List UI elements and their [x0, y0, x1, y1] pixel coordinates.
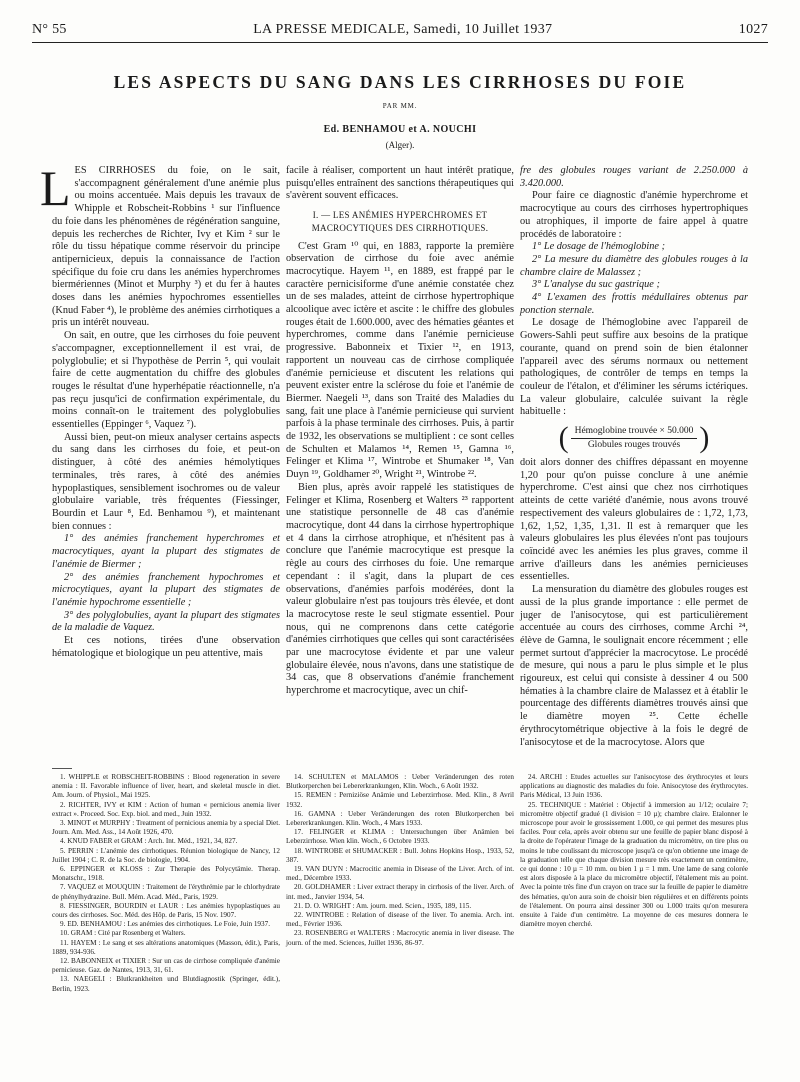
- issue-number: N° 55: [32, 22, 67, 37]
- paragraph: fre des globules rouges variant de 2.250.000 à 3.420.000.: [520, 165, 748, 189]
- references-column-1: [52, 773, 280, 994]
- reference-item: 7. VAQUEZ et MOUQUIN : Traitement de l'érythrémie par le chlorhydrate de phénylhydrazine. Bull. Mém. Acad. Méd., Paris, 1929.: [52, 883, 280, 901]
- reference-item: 14. SCHULTEN et MALAMOS : Ueber Veränderungen des roten Blutkorperchen bei Lebererkrankungen, Klin. Woch., 6 Août 1932.: [286, 773, 514, 791]
- reference-item: 13. NAEGELI : Blutkrankheiten und Blutdiagnostik (Springer, édit.), Berlin, 1923.: [52, 975, 280, 993]
- paragraph: doit alors donner des chiffres dépassant en moyenne 1,20 pour qu'on puisse conclure à une anémie hyperchrome. C'est ainsi que chez nos cirrhotiques atteints de cette variété d'anémie, nous avons trouvé respectivement des valeurs globulaires de : 1,72, 1,73, 1,62, 1,52, 1,35, 1,31. Il est à remarquer que les valeurs globulaires les plus élevées n'ont pas toujours coïncidé avec les anémies les plus graves, comme il arrive d'ailleurs dans les anémies pernicieuses essentielles.: [520, 457, 748, 583]
- column-2: [286, 165, 514, 698]
- list-item: 4° L'examen des frottis médullaires obtenus par ponction sternale.: [520, 292, 748, 316]
- paragraph: C'est Gram ¹⁰ qui, en 1883, rapporte la première observation de cirrhose du foie avec anémie macrocytique. Hayem ¹¹, en 1889, est frappé par le caractère pernicisiforme d'une anémie constatée chez un de ses malades, atteint de cirrhose hypertrophique alcoolique avec ictère et ascite : le chiffre des globules rouges était de 1.600.000, avec des hématies géantes et hyperchromes, comme dans l'anémie pernicieuse progressive. Babonneix et Tixier ¹², en 1913, rapportent un nouveau cas de cirrhose compliquée d'anémie pernicieuse et discutent les relations qui peuvent exister entre la sclérose du foie et l'anémie de Biermer. Naegeli ¹³, dans son Traité des Maladies du sang, fait une place à l'anémie pernicieuse qui survient parfois à la phase terminale des cirrhoses. Puis, à partir de 1932, les observations se multiplient : ce sont celles de Schulten et Malamos ¹⁴, Remen ¹⁵, Gamna ¹⁶, Felinger et Klima ¹⁷, Wintrobe et Shumaker ¹⁸, Van Duyn ¹⁹, Goldhamer ²⁰, Wright ²¹, Wintrobe ²².: [286, 240, 514, 481]
- reference-item: 25. TECHNIQUE : Matériel : Objectif à immersion au 1/12; oculaire 7; micromètre objectif gradué (1 division = 10 µ); chambre claire. Etalonner le microscope pour avoir le grossissement 1.000, ce qui permet des mesures plus faciles. Pour cela, après avoir obtenu sur une feuille de papier blanc disposé à la droite de l'opérateur l'image de la graduation du micromètre, on tire plus ou moins le tube coulissant du microscope jusqu'à ce qu'on obtienne une image de la graduation telle que chaque division mesure très exactement un centimètre, ce qui donne : 10 µ = 10 mm. ou bien 1 µ = 1 mm. Une lame de sang colorée est alors disposée à la place du micromètre objectif, l'étalement mis au point. Avec la pointe très fine d'un crayon on trace sur la feuille de papier le diamètre des hématies, qu'on aura soin de choisir bien régulières et en différents points de l'étalement. On pourra ainsi dessiner 300 ou 1.000 traits qu'on mesurera ensuite à l'aide d'un centimètre. La moyenne de ces mesures donnera le diamètre moyen cherché.: [520, 800, 748, 929]
- formula-numerator: Hémoglobine trouvée × 50.000: [571, 425, 698, 439]
- reference-item: 23. ROSENBERG et WALTERS : Macrocytic anemia in liver disease. The journ. of the med. Sciences, Juillet 1936, 86-97.: [286, 929, 514, 947]
- column-3: [520, 165, 748, 749]
- reference-item: 3. MINOT et MURPHY : Treatment of pernicious anemia by a special Diet. Journ. Am. Med. Ass., 14 Août 1926, 470.: [52, 819, 280, 837]
- list-item: 2° La mesure du diamètre des globules rouges à la chambre claire de Malassez ;: [520, 253, 748, 278]
- paragraph: facile à réaliser, comportent un haut intérêt pratique, puisqu'elles entraînent des sanctions thérapeutiques qui s'avèrent souvent efficaces.: [286, 165, 514, 202]
- reference-item: 21. D. O. WRIGHT : Am. journ. med. Scien., 1935, 189, 115.: [294, 901, 472, 910]
- list-item: 1° des anémies franchement hyperchromes et macrocytiques, ayant la plupart des stigmates de l'anémie de Biermer ;: [52, 533, 280, 570]
- formula: [520, 423, 748, 453]
- formula-denominator: Globules rouges trouvés: [587, 439, 681, 450]
- reference-item: 8. FIESSINGER, BOURDIN et LAUR : Les anémies hypoplastiques au cours des cirrhoses. Soc. Méd. des Hôp. de Paris, 15 Nov. 1907.: [52, 901, 280, 920]
- paragraph: Le dosage de l'hémoglobine avec l'appareil de Gowers-Sahli peut suffire aux besoins de la pratique courante, quand on prend soin de bien étalonner l'appareil avec des sérums normaux ou nettement pathologiques, de contrôler de temps en temps la couleur de l'étalon, et d'éliminer les sérums ictériques. La valeur globulaire, calculée suivant la règle habituelle :: [520, 317, 748, 418]
- paragraph: Et ces notions, tirées d'une observation hématologique et biologique un peu attentive, mais: [52, 635, 280, 659]
- author-city: (Alger).: [385, 140, 415, 150]
- paragraph: La mensuration du diamètre des globules rouges est aussi de la plus grande importance : elle permet de juger de l'anisocytose, qui est particulièrement accentuée au cours des cirrhoses, comme Archi ²⁴, élève de Gamna, le soulignait encore récemment ; elle permet surtout d'apprécier la macrocytose. Le procédé de mesure, qui nous a paru le plus simple et le plus rigoureux, est celui qui consiste à dessiner 4 ou 500 hématies à la chambre claire de Malassez et à établir le pourcentage des différents diamètres trouvés ainsi que le diamètre moyen ²⁵. Cette échelle érythrocytométrique objective à la fois le degré de l'anisocytose et de la macrocytose. Alors que: [520, 584, 748, 748]
- reference-item: 24. ARCHI : Etudes actuelles sur l'anisocytose des érythrocytes et leurs applications au diagnostic des maladies du foie. Anisocytose des érythrocytes. Paris Médical, 13 Juin 1936.: [520, 773, 748, 800]
- paragraph: On sait, en outre, que les cirrhoses du foie peuvent s'accompagner, exceptionnellement il est vrai, de polyglobulie; et si l'hypothèse de Perrin ⁵, qui voulait faire de cette augmentation du chiffre des globules rouges le résultat d'une hyperhépatie réactionnelle, n'a pas reçu jusqu'ici de confirmation expérimentale, du moins connaît-on le traitement des polyglobulies essentielles (Eppinger ⁶, Vaquez ⁷).: [52, 330, 280, 431]
- reference-item: 4. KNUD FABER et GRAM : Arch. Int. Méd., 1921, 34, 827.: [60, 837, 238, 846]
- page-number: 1027: [738, 22, 768, 37]
- reference-item: 10. GRAM : Cité par Rosenberg et Walters.: [60, 929, 186, 938]
- reference-item: 20. GOLDHAMER : Liver extract therapy in cirrhosis of the liver. Arch. of int. med., Janvier 1934, 54.: [286, 883, 514, 901]
- column-1: [40, 160, 280, 660]
- authors: Ed. BENHAMOU et A. NOUCHI: [323, 124, 477, 135]
- page-header: [32, 20, 768, 40]
- footnote-separator: [52, 768, 72, 769]
- formula-paren-left: (: [558, 421, 569, 455]
- reference-item: 11. HAYEM : Le sang et ses altérations anatomiques (Masson, édit.), Paris, 1889, 934-936.: [52, 938, 280, 956]
- reference-item: 22. WINTROBE : Relation of disease of the liver. To anemia. Arch. int. med., Février 1936.: [286, 911, 514, 929]
- paragraph: Pour faire ce diagnostic d'anémie hyperchrome et macrocytique au cours des cirrhoses hypertrophiques ou atrophiques, il importe de faire appel à quatre procédés de laboratoire :: [520, 190, 748, 240]
- formula-paren-right: ): [699, 421, 710, 455]
- list-item: 3° des polyglobulies, ayant la plupart des stigmates de la maladie de Vaquez.: [52, 609, 280, 634]
- reference-item: 15. REMEN : Perniziöse Anämie und Leberzirrhose. Med. Klin., 8 Avril 1932.: [286, 791, 514, 809]
- reference-item: 18. WINTROBE et SHUMACKER : Bull. Johns Hopkins Hosp., 1933, 52, 387.: [286, 846, 514, 864]
- reference-item: 2. RICHTER, IVY et KIM : Action of human « pernicious anemia liver extract ». Proceed. Soc. Exp. biol. and med., Juin 1932.: [52, 800, 280, 818]
- journal-name: LA PRESSE MEDICALE, Samedi, 10 Juillet 1937: [253, 22, 553, 37]
- drop-cap: L: [40, 160, 71, 216]
- section-heading: I. — LES ANÉMIES HYPERCHROMES ET MACROCYTIQUES DES CIRRHOTIQUES.: [311, 210, 489, 233]
- list-item: 2° des anémies franchement hypochromes et microcytiques, ayant la plupart des stigmates de l'anémie hypochrome essentielle ;: [52, 571, 280, 608]
- reference-item: 16. GAMNA : Ueber Veränderungen des roten Blutkorperchen bei Lebererkrankungen. Klin. Woch., 4 Mars 1933.: [286, 809, 514, 828]
- references-column-2: [286, 773, 514, 948]
- reference-item: 1. WHIPPLE et ROBSCHEIT-ROBBINS : Blood regeneration in severe anemia : II. Favorable influence of liver, heart, and skeletal muscle in diet. Am. Journ. of Physiol., Mai 1925.: [52, 773, 280, 800]
- reference-item: 6. EPPINGER et KLOSS : Zur Therapie des Polycytämie. Therap. Monatschr., 1918.: [52, 865, 280, 883]
- article-title: LES ASPECTS DU SANG DANS LES CIRRHOSES DU FOIE: [113, 72, 687, 92]
- par-label: PAR MM.: [382, 102, 418, 110]
- formula-fraction: [571, 425, 698, 451]
- reference-item: 12. BABONNEIX et TIXIER : Sur un cas de cirrhose compliquée d'anémie pernicieuse. Gaz. de Nantes, 1913, 31, 61.: [52, 957, 280, 975]
- reference-item: 9. ED. BENHAMOU : Les anémies des cirrhotiques. Le Foie, Juin 1937.: [60, 920, 271, 929]
- reference-item: 17. FELINGER et KLIMA : Untersuchungen über Anämien bei Leberzirrhose. Wien klin. Woch., 6 Octobre 1933.: [286, 828, 514, 846]
- reference-item: 5. PERRIN : L'anémie des cirrhotiques. Réunion biologique de Nancy, 12 Juillet 1904 ; C. R. de la Soc. de biologie, 1904.: [52, 846, 280, 864]
- list-item: 3° L'analyse du suc gastrique ;: [532, 279, 660, 291]
- paragraph: Aussi bien, peut-on mieux analyser certains aspects du sang dans les cirrhoses du foie, et peut-on distinguer, à côté des anémies hémolytiques terminales, très rares, à côté des anémies hypoplastiques, sensiblement isochromes ou de valeur globulaire variable, très fréquentes (Fiessinger, Bourdin et Laur ⁸, Ed. Benhamou ⁹), et maintenant bien connues :: [52, 431, 280, 532]
- references-column-3: [520, 773, 748, 929]
- paragraph: LES CIRRHOSES du foie, on le sait, s'accompagnent généralement d'une anémie plus ou moins accentuée. Mais depuis les travaux de Whipple et Robscheit-Robbins ¹ sur l'influence du foie dans les phénomènes de régénération sanguine, depuis les recherches de Richter, Ivy et Kim ² sur le rôle du tissu hépatique comme réservoir du principe antipernicieux, depuis la connaissance de l'action spécifique du foie cru dans les anémies hyperchromes biermériennes (Minot et Murphy ³) et du fer à hautes doses dans les anémies hypochromes essentielles (Knud Faber ⁴), le problème des anémies cirrhotiques a pris un intérêt nouveau.: [40, 160, 280, 329]
- paragraph: Bien plus, après avoir rappelé les statistiques de Felinger et Klima, Rosenberg et Walters ²³ rapportent une statistique personnelle de 48 cas d'anémie macrocytique, dont 44 dans la cirrhose hypertrophique et 4 dans la cirrhose atrophique, et n'hésitent pas à conclure que l'anémie macrocytique est presque la règle au cours des cirrhoses du foie. Une remarque cependant : il s'agit, dans la plupart de ces observations, d'anémies parfois modérées, dont la valeur globulaire n'est pas toujours très élevée, et dont la macrocytose reste le seul stigmate essentiel. Pour nous, qui ne comprenons dans cette catégorie d'anémies cirrhotiques que celles qui sont caractérisées par une macrocytose évidente et par une valeur globulaire élevée, nous n'avons, dans une statistique de 34 cas, que 8 observations d'anémie franchement hyperchrome et macrocytique, avec un chif-: [286, 481, 514, 697]
- list-item: 1° Le dosage de l'hémoglobine ;: [532, 241, 666, 253]
- reference-item: 19. VAN DUYN : Macrocitic anemia in Disease of the Liver. Arch. of int. med., Décembre 1933.: [286, 865, 514, 883]
- header-rule: [32, 42, 768, 43]
